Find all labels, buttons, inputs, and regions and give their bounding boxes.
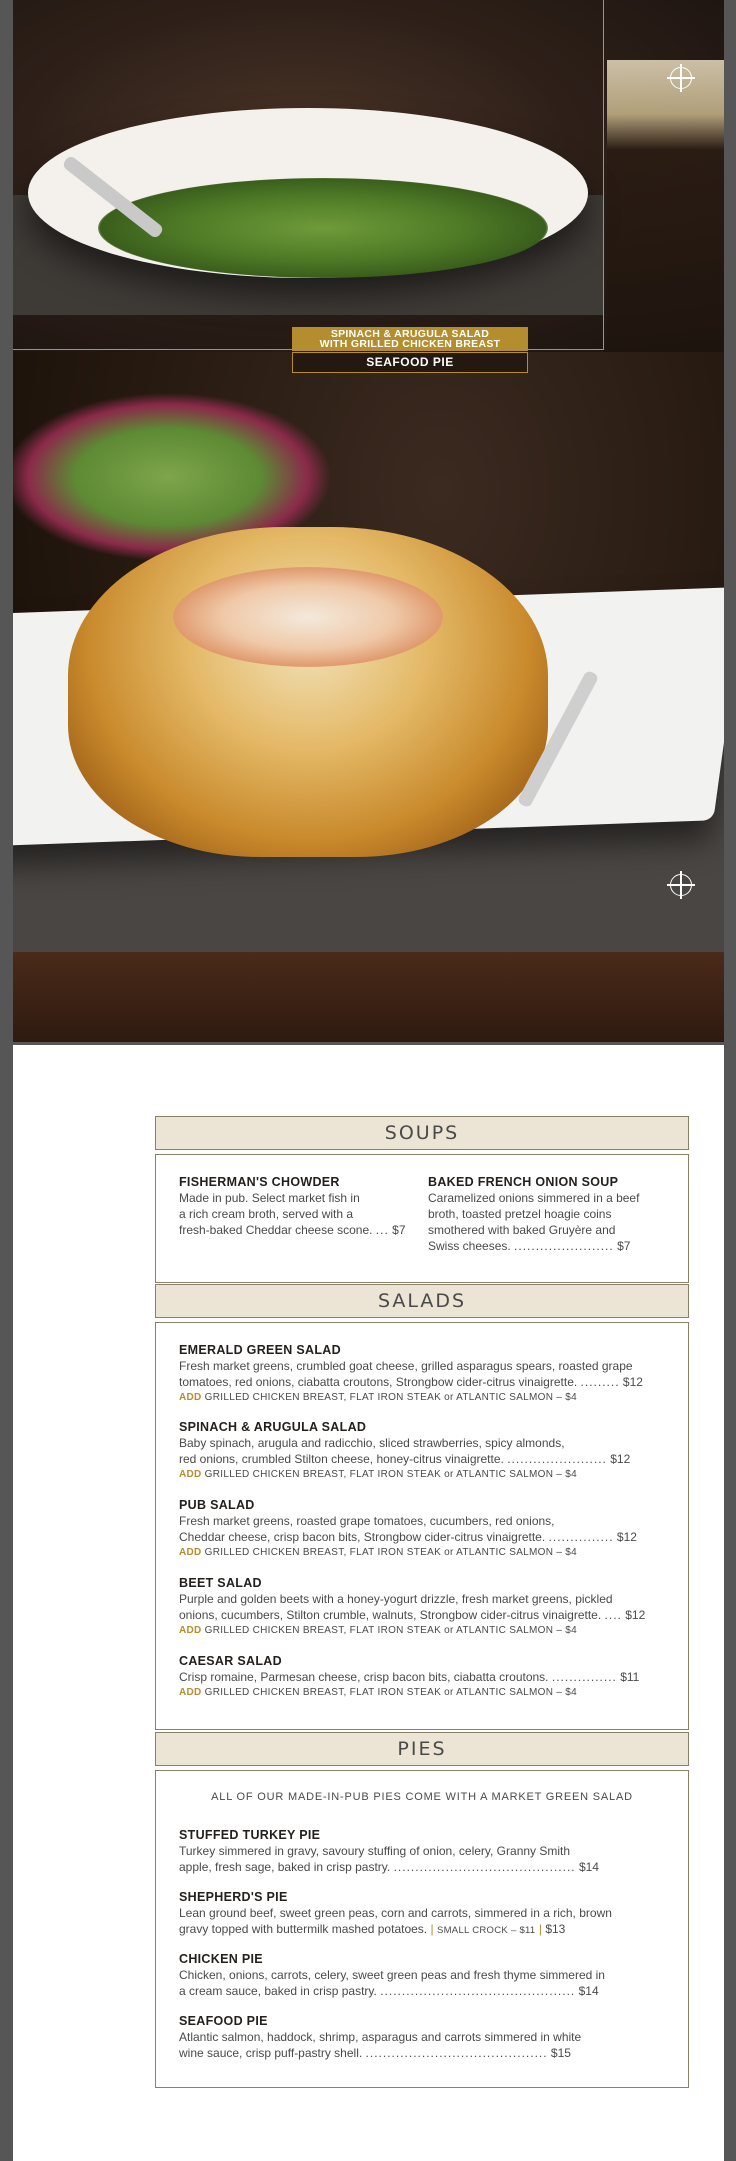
- item-description: Atlantic salmon, haddock, shrimp, asparagus and carrots simmered in white wine sauce, crisp puff-pastry shell. .......................................... $15: [179, 2030, 582, 2060]
- pies-note: ALL OF OUR MADE-IN-PUB PIES COME WITH A MARKET GREEN SALAD: [211, 1791, 633, 1803]
- add-protein-option: ADD GRILLED CHICKEN BREAST, FLAT IRON STEAK or ATLANTIC SALMON – $4: [179, 1392, 577, 1403]
- item-description: Chicken, onions, carrots, celery, sweet green peas and fresh thyme simmered in a cream sauce, baked in crisp pastry. ............................................. $14: [179, 1968, 605, 1998]
- caption-salad-line1: SPINACH & ARUGULA SALAD: [330, 327, 490, 340]
- pies-header: PIES: [155, 1732, 689, 1766]
- pies-section: [155, 1770, 689, 2088]
- item-price: $14: [578, 1984, 599, 1998]
- item-price: $12: [625, 1608, 646, 1622]
- item-description: Lean ground beef, sweet green peas, corn and carrots, simmered in a rich, brown gravy topped with buttermilk mashed potatoes. | SMALL CROCK – $11 | $13: [179, 1906, 612, 1936]
- item-price: $15: [550, 2046, 571, 2060]
- item-price: $14: [578, 1860, 599, 1874]
- item-description: Made in pub. Select market fish in a rich cream broth, served with a fresh-baked Cheddar cheese scone. ... $7: [179, 1191, 406, 1237]
- item-description: Caramelized onions simmered in a beef broth, toasted pretzel hoagie coins smothered with baked Gruyère and Swiss cheeses. ....................... $7: [428, 1191, 640, 1253]
- item-price: $7: [617, 1239, 631, 1253]
- salad-greens: [98, 178, 548, 278]
- seafood-filling: [173, 567, 443, 667]
- registration-mark-icon: [670, 67, 692, 89]
- menu-item: [179, 1575, 665, 1638]
- caption-salad: [292, 327, 528, 351]
- seafood-pie-photo: [13, 352, 724, 1042]
- item-name: BEET SALAD: [179, 1576, 262, 1590]
- caption-salad-line2: WITH GRILLED CHICKEN BREAST: [319, 338, 501, 350]
- item-name: CHICKEN PIE: [179, 1952, 263, 1966]
- item-price: $12: [610, 1452, 631, 1466]
- menu-item: [179, 1497, 665, 1560]
- item-name: PUB SALAD: [179, 1498, 255, 1512]
- add-protein-option: ADD GRILLED CHICKEN BREAST, FLAT IRON STEAK or ATLANTIC SALMON – $4: [179, 1547, 577, 1558]
- menu-item: [179, 1419, 665, 1482]
- item-description: Fresh market greens, crumbled goat cheese, grilled asparagus spears, roasted grape tomatoes, red onions, ciabatta croutons, Strongbow cider-citrus vinaigrette. ......... $12: [179, 1359, 643, 1389]
- beer-glass: [607, 60, 724, 352]
- item-description: Crisp romaine, Parmesan cheese, crisp bacon bits, ciabatta croutons. ............... $11: [179, 1670, 640, 1684]
- soups-header: SOUPS: [155, 1116, 689, 1150]
- item-name: SHEPHERD'S PIE: [179, 1890, 288, 1904]
- item-name: CAESAR SALAD: [179, 1654, 282, 1668]
- item-description: Purple and golden beets with a honey-yogurt drizzle, fresh market greens, pickled onions, cucumbers, Stilton crumble, walnuts, Strongbow cider-citrus vinaigrette. .... $12: [179, 1592, 646, 1622]
- item-name: SPINACH & ARUGULA SALAD: [179, 1420, 367, 1434]
- menu-item: [428, 1174, 658, 1254]
- soups-section: [155, 1154, 689, 1283]
- menu-item: [179, 1653, 665, 1700]
- item-price: $7: [392, 1223, 406, 1237]
- menu-page: [13, 1045, 724, 2161]
- menu-item: [179, 1889, 665, 1939]
- item-description: Turkey simmered in gravy, savoury stuffing of onion, celery, Granny Smith apple, fresh sage, baked in crisp pastry. .......................................... $14: [179, 1844, 599, 1874]
- item-name: BAKED FRENCH ONION SOUP: [428, 1175, 619, 1189]
- menu-item: [179, 1951, 665, 1999]
- item-price: $13: [545, 1922, 566, 1936]
- menu-item: [179, 1342, 665, 1405]
- item-price: $11: [620, 1670, 640, 1684]
- item-price: $12: [622, 1375, 643, 1389]
- add-protein-option: ADD GRILLED CHICKEN BREAST, FLAT IRON STEAK or ATLANTIC SALMON – $4: [179, 1469, 577, 1480]
- menu-item: [179, 2013, 665, 2061]
- caption-pie: SEAFOOD PIE: [292, 352, 528, 373]
- table-edge: [13, 952, 724, 1042]
- add-protein-option: ADD GRILLED CHICKEN BREAST, FLAT IRON STEAK or ATLANTIC SALMON – $4: [179, 1687, 577, 1698]
- add-protein-option: ADD GRILLED CHICKEN BREAST, FLAT IRON STEAK or ATLANTIC SALMON – $4: [179, 1625, 577, 1636]
- salad-photo: [13, 0, 724, 352]
- item-name: STUFFED TURKEY PIE: [179, 1828, 321, 1842]
- item-name: EMERALD GREEN SALAD: [179, 1343, 341, 1357]
- salads-section: [155, 1322, 689, 1730]
- salads-header: SALADS: [155, 1284, 689, 1318]
- menu-item: [179, 1174, 409, 1238]
- small-crock-price: SMALL CROCK – $11: [436, 1925, 536, 1936]
- item-price: $12: [616, 1530, 637, 1544]
- menu-item: [179, 1827, 665, 1875]
- registration-mark-icon: [670, 874, 692, 896]
- item-description: Baby spinach, arugula and radicchio, sliced strawberries, spicy almonds, red onions, crumbled Stilton cheese, honey-citrus vinaigrette. ....................... $12: [179, 1436, 631, 1466]
- item-name: FISHERMAN'S CHOWDER: [179, 1175, 340, 1189]
- item-description: Fresh market greens, roasted grape tomatoes, cucumbers, red onions, Cheddar cheese, crisp bacon bits, Strongbow cider-citrus vinaigrette. ............... $12: [179, 1514, 637, 1544]
- item-name: SEAFOOD PIE: [179, 2014, 268, 2028]
